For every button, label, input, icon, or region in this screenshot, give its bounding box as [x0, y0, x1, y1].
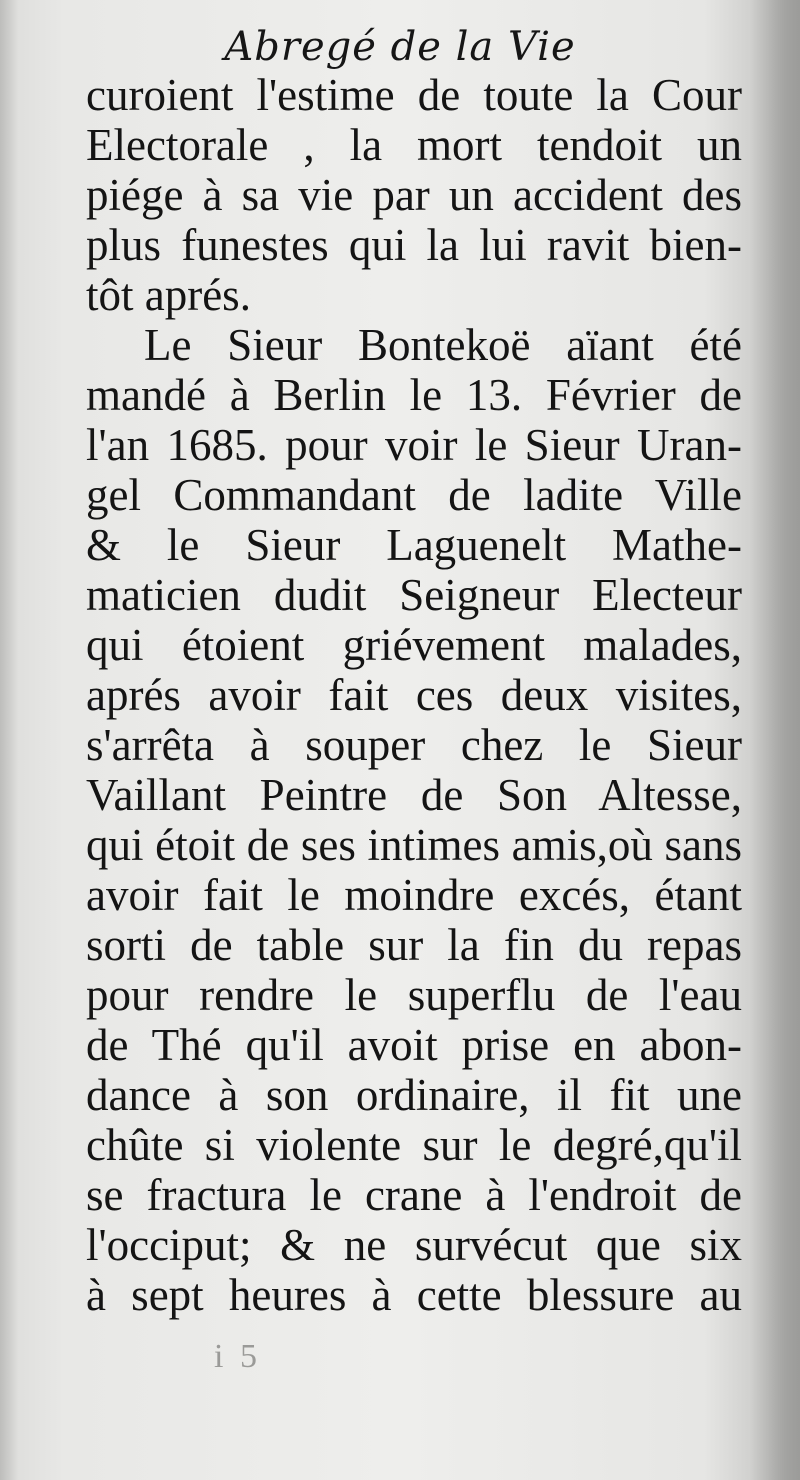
text-line: l'occiput; & ne survécut que six — [86, 1220, 742, 1270]
text-line: curoient l'estime de toute la Cour — [86, 70, 742, 120]
text-line: se fractura le crane à l'endroit de — [86, 1170, 742, 1220]
page-edge-shadow — [750, 0, 800, 1480]
text-line: maticien dudit Seigneur Electeur — [86, 570, 742, 620]
gutter-shadow — [0, 0, 18, 1480]
text-line: aprés avoir fait ces deux visites, — [86, 670, 742, 720]
running-title: Abregé de la Vie — [224, 24, 576, 70]
text-line: tôt aprés. — [86, 270, 251, 320]
text-line: qui étoit de ses intimes amis,où sans — [86, 820, 742, 870]
text-line: s'arrêta à souper chez le Sieur — [86, 720, 742, 770]
paragraph-start-line: Le Sieur Bontekoë aïant été — [144, 320, 742, 370]
text-line: gel Commandant de ladite Ville — [86, 470, 742, 520]
text-line: plus funestes qui la lui ravit bien- — [86, 220, 742, 270]
text-line: pour rendre le superflu de l'eau — [86, 970, 742, 1020]
text-line: mandé à Berlin le 13. Février de — [86, 370, 742, 420]
text-line: l'an 1685. pour voir le Sieur Uran- — [86, 420, 742, 470]
text-line: dance à son ordinaire, il fit une — [86, 1070, 742, 1120]
text-line: piége à sa vie par un accident des — [86, 170, 742, 220]
text-line: sorti de table sur la fin du repas — [86, 920, 742, 970]
text-line: & le Sieur Laguenelt Mathe- — [86, 520, 742, 570]
text-line: avoir fait le moindre excés, étant — [86, 870, 742, 920]
text-line: chûte si violente sur le degré,qu'il — [86, 1120, 742, 1170]
body-text — [86, 70, 742, 1320]
text-line: qui étoient griévement malades, — [86, 620, 742, 670]
text-line: à sept heures à cette blessure au — [86, 1270, 742, 1320]
signature-mark: i 5 — [214, 1338, 261, 1375]
text-line: Vaillant Peintre de Son Altesse, — [86, 770, 742, 820]
text-line: Electorale , la mort tendoit un — [86, 120, 742, 170]
text-line: de Thé qu'il avoit prise en abon- — [86, 1020, 742, 1070]
